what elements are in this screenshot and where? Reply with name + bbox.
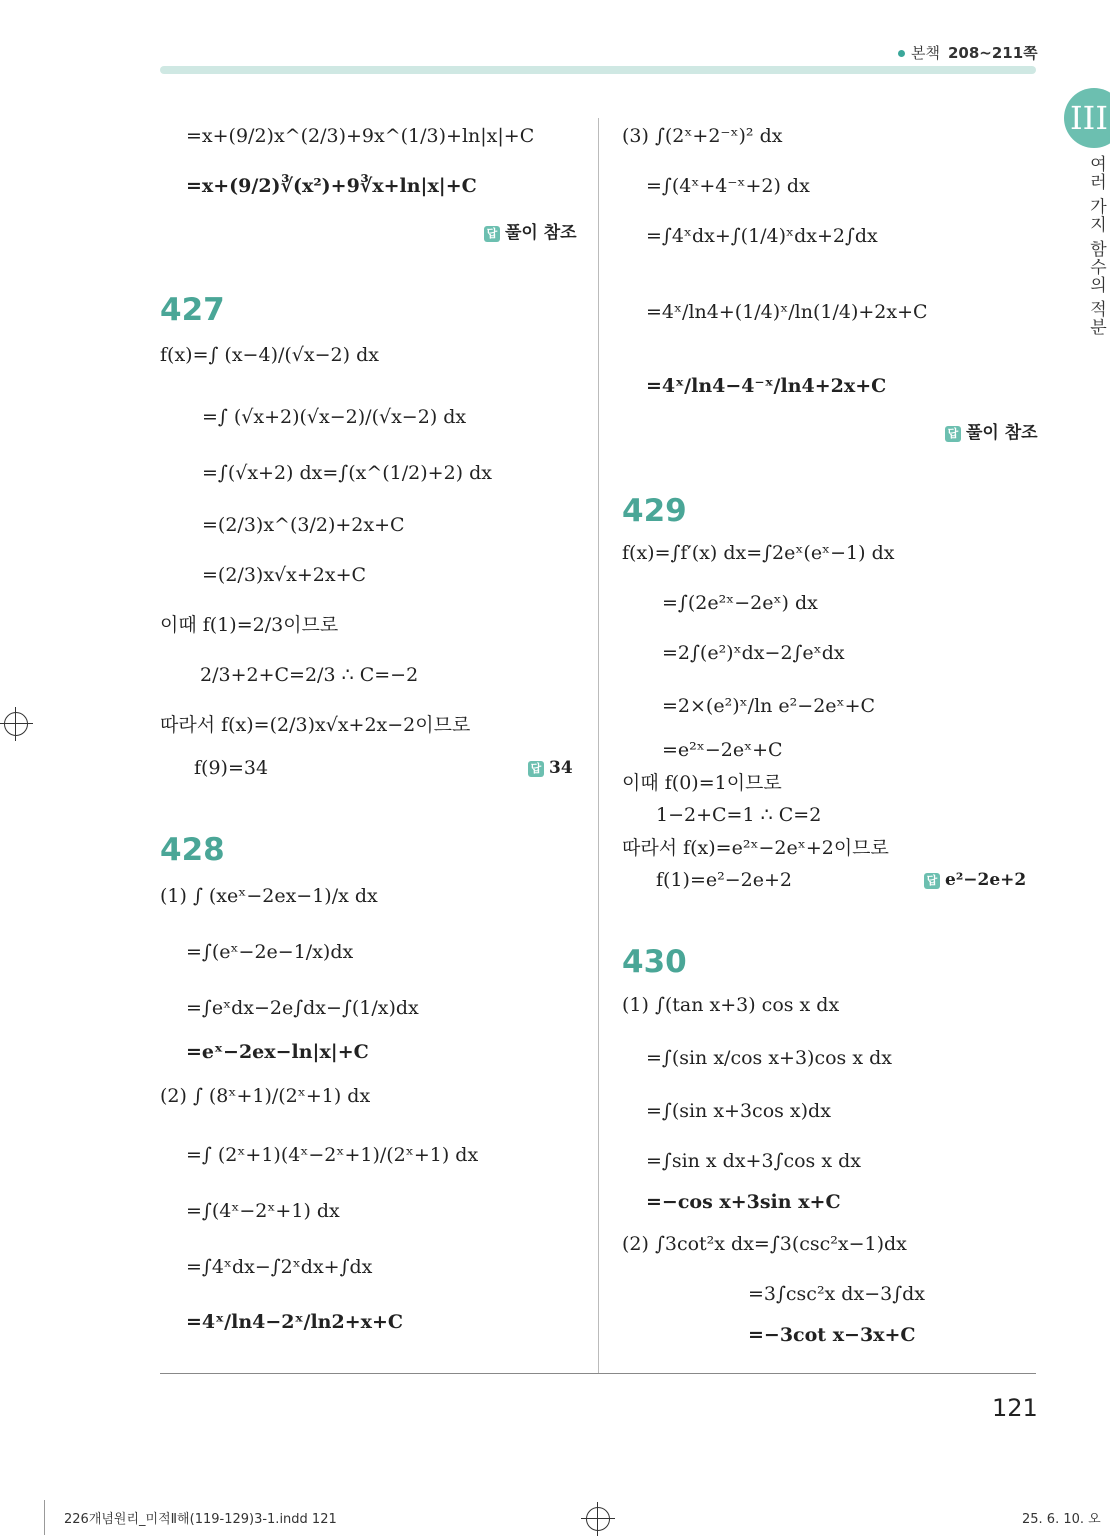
math-line: =(2/3)x^(3/2)+2x+C [202, 514, 405, 536]
answer-text: e²−2e+2 [945, 870, 1027, 890]
math-line: (2) ∫ (8ˣ+1)/(2ˣ+1) dx [160, 1085, 371, 1107]
math-line: =∫(2e²ˣ−2eˣ) dx [662, 592, 818, 614]
math-line: =∫4ˣdx+∫(1/4)ˣdx+2∫dx [646, 225, 878, 247]
page-reference [898, 42, 1038, 63]
math-line: =x+(9/2)∛(x²)+9∛x+ln|x|+C [186, 175, 477, 197]
page-number: 121 [992, 1394, 1038, 1422]
math-line: f(x)=∫f′(x) dx=∫2eˣ(eˣ−1) dx [622, 542, 895, 564]
footer-date: 25. 6. 10. 오 [1022, 1512, 1101, 1527]
math-line: 2/3+2+C=2/3 ∴ C=−2 [200, 664, 419, 686]
bottom-rule [160, 1373, 1036, 1374]
ref-label: 본책 [911, 44, 940, 62]
answer-tag: 답 [528, 761, 544, 777]
math-line: =∫ (2ˣ+1)(4ˣ−2ˣ+1)/(2ˣ+1) dx [186, 1144, 479, 1166]
answer-tag: 답 [484, 226, 500, 242]
answer-tag: 답 [924, 873, 940, 889]
math-line: 1−2+C=1 ∴ C=2 [656, 804, 822, 826]
problem-number: 428 [160, 832, 225, 868]
math-line: f(1)=e²−2e+2 [656, 869, 792, 891]
math-line: 따라서 f(x)=e²ˣ−2eˣ+2이므로 [622, 837, 889, 859]
math-line: =2∫(e²)ˣdx−2∫eˣdx [662, 642, 845, 664]
bullet-icon [898, 50, 905, 57]
math-line: =4ˣ/ln4−4⁻ˣ/ln4+2x+C [646, 375, 887, 397]
math-line: f(x)=∫ (x−4)/(√x−2) dx [160, 344, 379, 366]
math-line: =∫ (√x+2)(√x−2)/(√x−2) dx [202, 406, 467, 428]
math-line: 이때 f(0)=1이므로 [622, 772, 782, 794]
math-line: 이때 f(1)=2/3이므로 [160, 614, 339, 636]
math-line: =∫(4ˣ+4⁻ˣ+2) dx [646, 175, 810, 197]
registration-mark-icon [4, 712, 28, 736]
answer-label [924, 870, 1026, 890]
column-divider [598, 118, 599, 1373]
math-line: =(2/3)x√x+2x+C [202, 564, 367, 586]
math-line: =e²ˣ−2eˣ+C [662, 739, 783, 761]
math-line: =x+(9/2)x^(2/3)+9x^(1/3)+ln|x|+C [186, 125, 535, 147]
math-line: =3∫csc²x dx−3∫dx [748, 1283, 925, 1305]
math-line: 따라서 f(x)=(2/3)x√x+2x−2이므로 [160, 714, 471, 736]
math-line: (1) ∫ (xeˣ−2ex−1)/x dx [160, 885, 378, 907]
math-line: =∫(eˣ−2e−1/x)dx [186, 941, 354, 963]
registration-mark-icon [586, 1507, 610, 1531]
answer-label [528, 758, 573, 778]
problem-number: 427 [160, 292, 225, 328]
math-line: =∫4ˣdx−∫2ˣdx+∫dx [186, 1256, 373, 1278]
math-line: =∫(√x+2) dx=∫(x^(1/2)+2) dx [202, 462, 493, 484]
answer-text: 34 [549, 758, 573, 778]
math-line: f(9)=34 [194, 757, 269, 779]
answer-text: 풀이 참조 [505, 223, 577, 243]
footer-file: 226개념원리_미적Ⅱ해(119-129)3-1.indd 121 [64, 1512, 337, 1527]
math-line: =∫(sin x/cos x+3)cos x dx [646, 1047, 892, 1069]
answer-label [945, 418, 1038, 443]
chapter-tab: III [1064, 88, 1110, 148]
math-line: (2) ∫3cot²x dx=∫3(csc²x−1)dx [622, 1233, 907, 1255]
math-line: =−cos x+3sin x+C [646, 1191, 841, 1213]
math-line: =∫eˣdx−2e∫dx−∫(1/x)dx [186, 997, 419, 1019]
answer-label [484, 218, 577, 243]
crop-mark [44, 1500, 45, 1535]
header-bar [160, 66, 1036, 74]
math-line: =eˣ−2ex−ln|x|+C [186, 1041, 369, 1063]
math-line: =−3cot x−3x+C [748, 1324, 916, 1346]
math-line: =4ˣ/ln4+(1/4)ˣ/ln(1/4)+2x+C [646, 301, 928, 323]
chapter-title: 여러 가지 함수의 적분 [1086, 155, 1106, 337]
math-line: =4ˣ/ln4−2ˣ/ln2+x+C [186, 1311, 404, 1333]
ref-pages: 208~211쪽 [947, 44, 1038, 62]
answer-text: 풀이 참조 [966, 423, 1038, 443]
problem-number: 429 [622, 493, 687, 529]
math-line: =∫(4ˣ−2ˣ+1) dx [186, 1200, 340, 1222]
math-line: =2×(e²)ˣ/ln e²−2eˣ+C [662, 695, 876, 717]
answer-tag: 답 [945, 426, 961, 442]
math-line: =∫(sin x+3cos x)dx [646, 1100, 831, 1122]
math-line: =∫sin x dx+3∫cos x dx [646, 1150, 861, 1172]
problem-number: 430 [622, 944, 687, 980]
math-line: (3) ∫(2ˣ+2⁻ˣ)² dx [622, 125, 783, 147]
math-line: (1) ∫(tan x+3) cos x dx [622, 994, 840, 1016]
